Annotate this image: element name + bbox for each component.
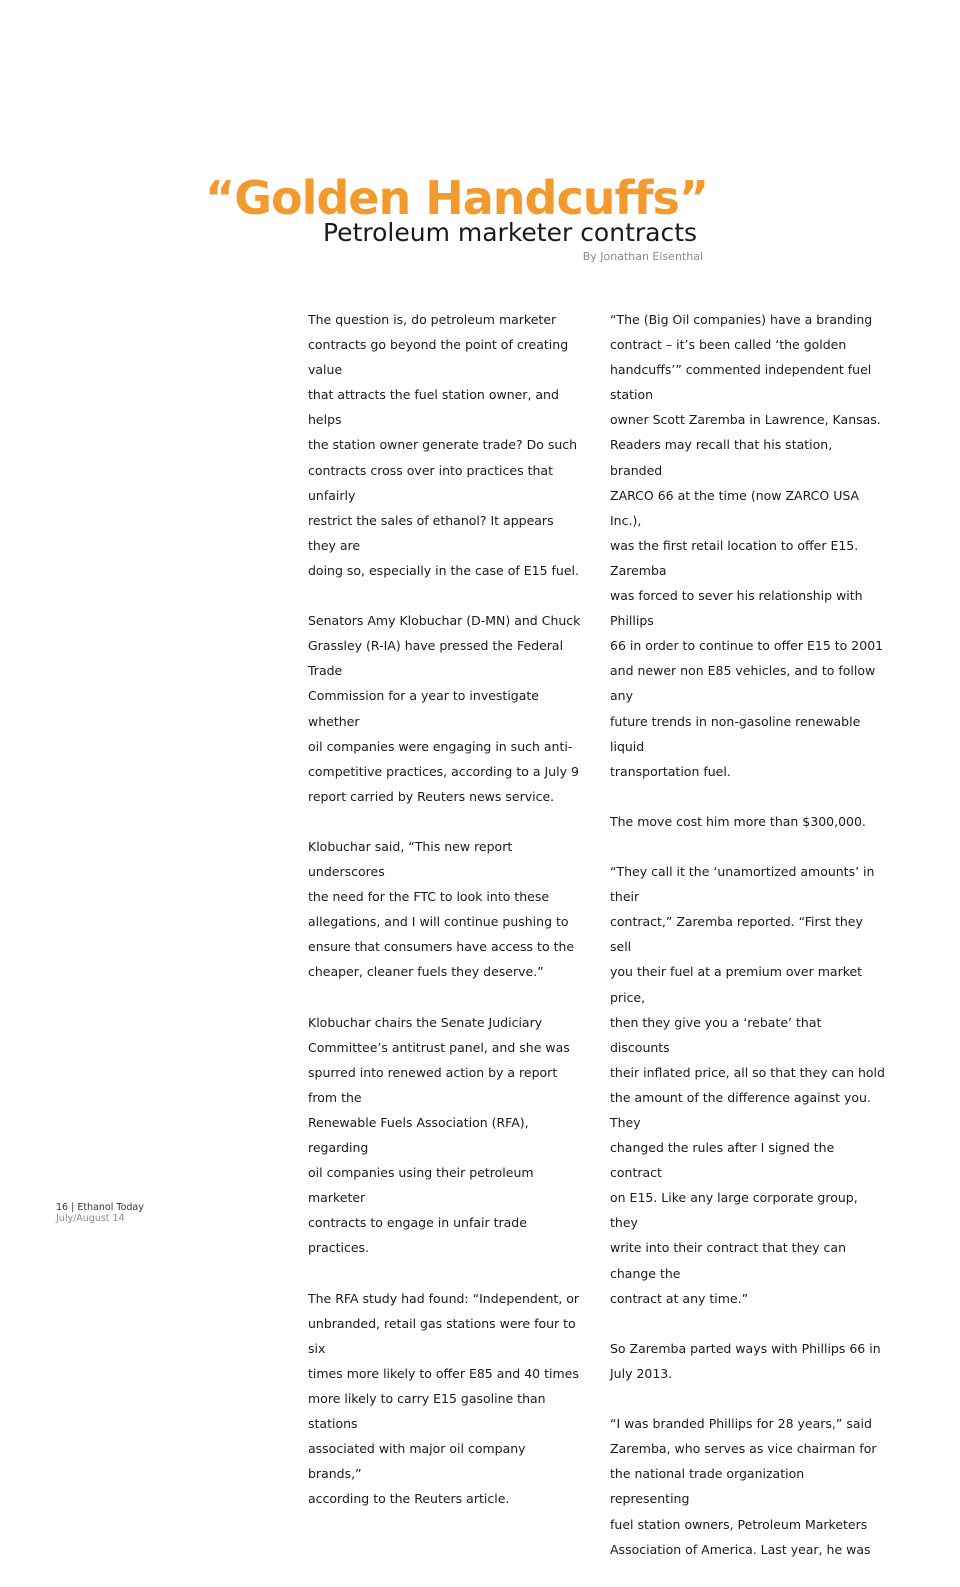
article-paragraph: The question is, do petroleum marketer contracts go beyond the point of creating value that attracts the fuel station owner, and helps the station owner generate trade? Do such contracts cross over into practices that unfairly restrict the sales of ethanol? It appears they are doing so, especially in the case of E15 fuel. [308, 312, 579, 578]
article-title: “Golden Handcuffs” [205, 171, 709, 225]
article-paragraph: Klobuchar chairs the Senate Judiciary Committee’s antitrust panel, and she was spurred into renewed action by a report from the Renewable Fuels Association (RFA), regarding oil companies using their petroleum marketer contracts to engage in unfair trade practices. [308, 1014, 570, 1256]
article-paragraph: Klobuchar said, “This new report underscores the need for the FTC to look into these allegations, and I will continue pushing to ensure that consumers have access to the cheaper, cleaner fuels they deserve.” [308, 838, 575, 980]
footer-issue-date: July/August 14 [56, 1213, 125, 1224]
article-column-left [308, 307, 583, 1537]
article-paragraph: The move cost him more than $300,000. [610, 813, 866, 829]
article-paragraph: “They call it the ‘unamortized amounts’ in their contract,” Zaremba reported. “First they sell you their fuel at a premium over market price, then they give you a ‘rebate’ that discounts their inflated price, all so that they can hold the amount of the difference against you. They changed the rules after I signed the contract on E15. Like any large corporate group, they write into their contract that they can change the contract at any time.” [610, 864, 885, 1306]
article-subtitle: Petroleum marketer contracts [323, 218, 698, 247]
article-paragraph: Senators Amy Klobuchar (D-MN) and Chuck Grassley (R-IA) have pressed the Federal Trade Commission for a year to investigate whether oil companies were engaging in such anti- competitive practices, according to a July 9 report carried by Reuters news service. [308, 613, 581, 804]
article-paragraph: “The (Big Oil companies) have a branding contract – it’s been called ‘the golden handcuffs’” commented independent fuel station owner Scott Zaremba in Lawrence, Kansas. Readers may recall that his station, branded ZARCO 66 at the time (now ZARCO USA Inc.), was the first retail location to offer E15. Zaremba was forced to sever his relationship with Phillips 66 in order to continue to offer E15 to 2001 and newer non E85 vehicles, and to follow any future trends in non-gasoline renewable liquid transportation fuel. [610, 312, 884, 779]
article-column-right [610, 307, 885, 1587]
article-paragraph: So Zaremba parted ways with Phillips 66 in July 2013. [610, 1340, 881, 1381]
footer-page-publication: 16 | Ethanol Today [56, 1202, 144, 1213]
article-byline: By Jonathan Eisenthal [582, 250, 703, 263]
article-paragraph: “I was branded Phillips for 28 years,” said Zaremba, who serves as vice chairman for the national trade organization representing fuel station owners, Petroleum Marketers Association of America. Last year, he was [610, 1416, 877, 1557]
page-footer [56, 1202, 144, 1224]
article-paragraph: The RFA study had found: “Independent, or unbranded, retail gas stations were four to six times more likely to offer E85 and 40 times more likely to carry E15 gasoline than stations associated with major oil company brands,” according to the Reuters article. [308, 1290, 580, 1507]
